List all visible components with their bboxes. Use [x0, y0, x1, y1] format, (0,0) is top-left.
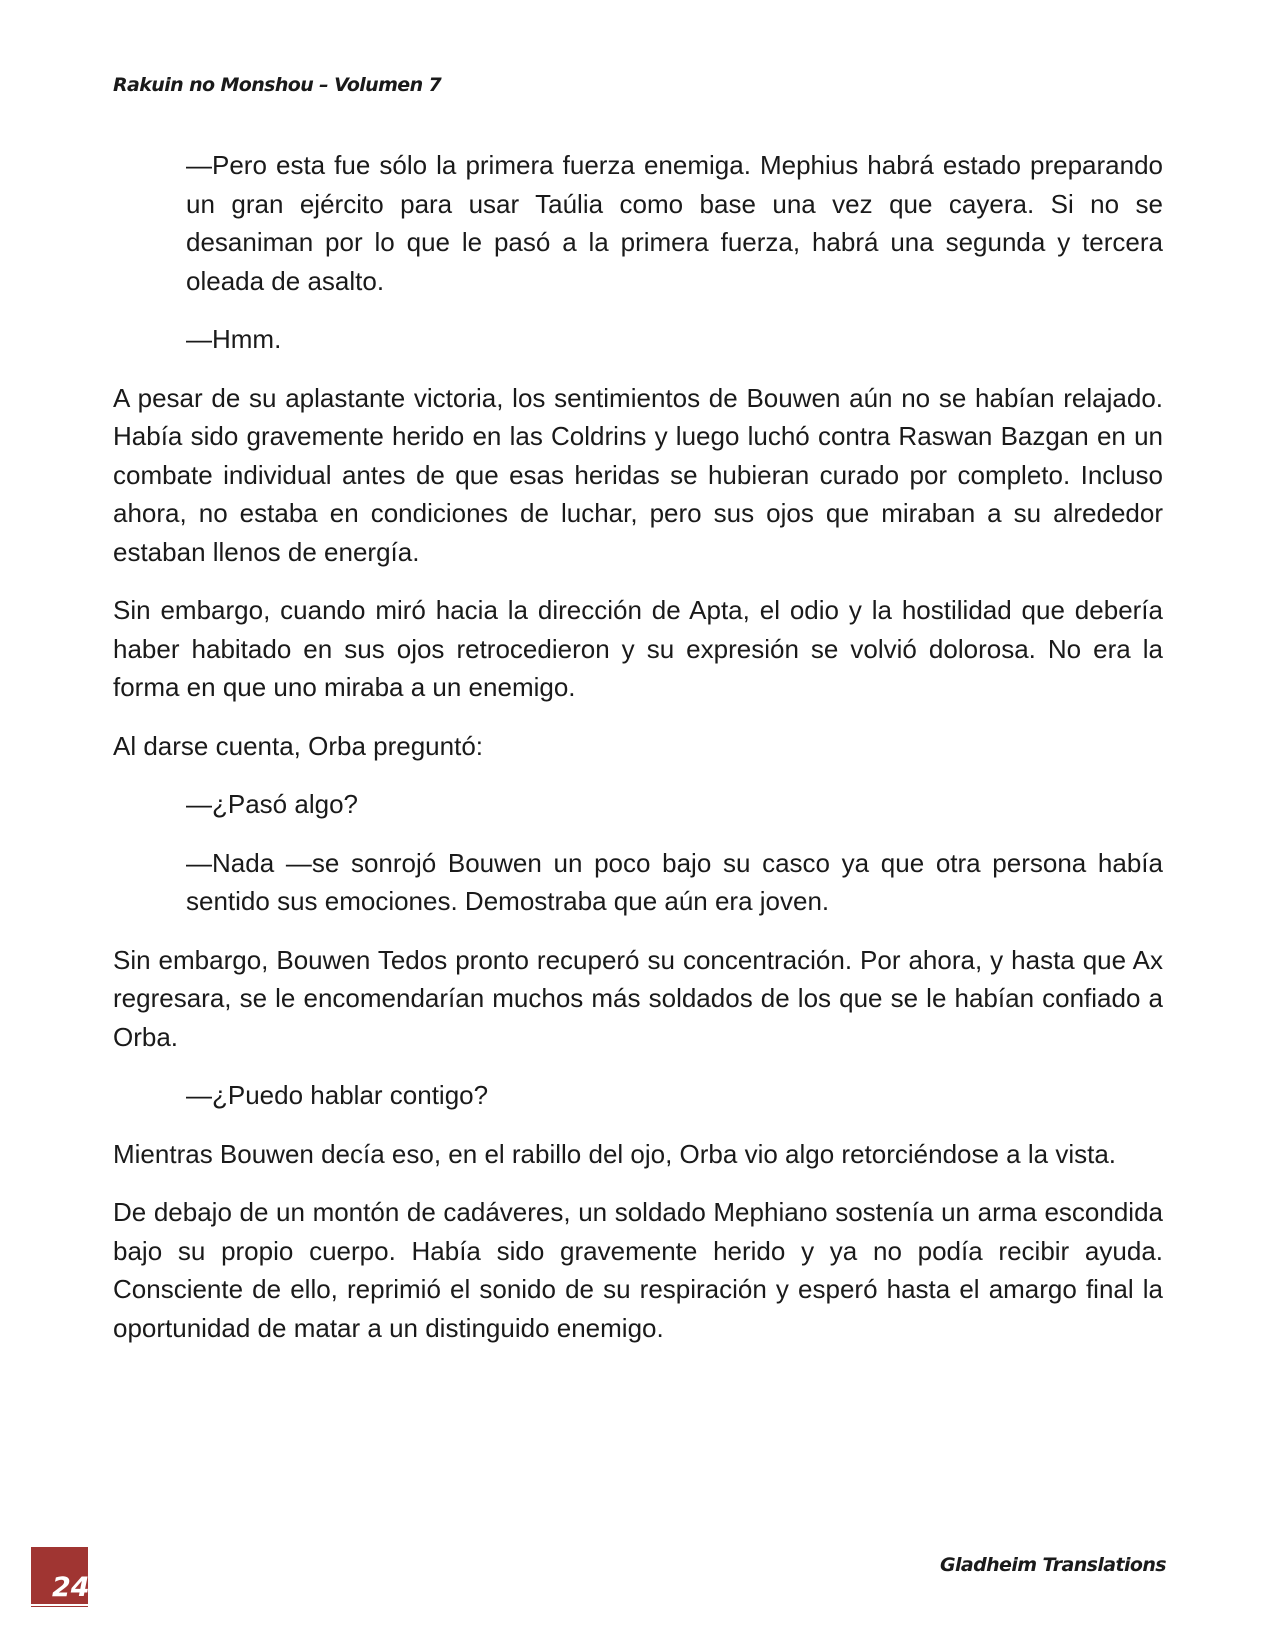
dialogue-paragraph: —¿Pasó algo?	[186, 789, 358, 819]
narration-paragraph: De debajo de un montón de cadáveres, un soldado Mephiano sostenía un arma escondida bajo su propio cuerpo. Había sido gravemente herido y ya no podía recibir ayuda. Consciente de ello, reprimió el sonido de su respiración y esperó hasta el amargo final la oportunidad de matar a un distinguido enemigo.	[113, 1197, 1163, 1343]
narration-paragraph: Al darse cuenta, Orba preguntó:	[113, 730, 484, 761]
dialogue-paragraph: —Nada —se sonrojó Bouwen un poco bajo su casco ya que otra persona había sentido sus emociones. Demostraba que aún era joven.	[186, 847, 1163, 916]
dialogue-paragraph: —Pero esta fue sólo la primera fuerza enemiga. Mephius habrá estado preparando un gran ejército para usar Taúlia como base una vez que cayera. Si no se desaniman por lo que le pasó a la primera fuerza, habrá una segunda y tercera oleada de asalto.	[186, 150, 1163, 296]
footer-credit: Gladheim Translations	[940, 1554, 1166, 1576]
narration-paragraph: Sin embargo, cuando miró hacia la dirección de Apta, el odio y la hostilidad que debería haber habitado en sus ojos retrocedieron y su expresión se volvió dolorosa. No era la forma en que uno miraba a un enemigo.	[113, 595, 1163, 702]
page-body	[113, 146, 1163, 1367]
dialogue-paragraph: —¿Puedo hablar contigo?	[186, 1080, 489, 1110]
header-title: Rakuin no Monshou – Volumen 7	[113, 74, 442, 96]
narration-paragraph: A pesar de su aplastante victoria, los sentimientos de Bouwen aún no se habían relajado. Había sido gravemente herido en las Coldrins y luego luchó contra Raswan Bazgan en un combate individual antes de que esas heridas se hubieran curado por completo. Incluso ahora, no estaba en condiciones de luchar, pero sus ojos que miraban a su alrededor estaban llenos de energía.	[113, 382, 1163, 567]
page-number-underline	[31, 1604, 88, 1606]
narration-paragraph: Sin embargo, Bouwen Tedos pronto recuperó su concentración. Por ahora, y hasta que Ax regresara, se le encomendarían muchos más soldados de los que se le habían confiado a Orba.	[113, 944, 1163, 1052]
narration-paragraph: Mientras Bouwen decía eso, en el rabillo del ojo, Orba vio algo retorciéndose a la vista.	[113, 1138, 1117, 1169]
page-number: 24	[52, 1572, 90, 1603]
dialogue-paragraph: —Hmm.	[186, 324, 282, 354]
